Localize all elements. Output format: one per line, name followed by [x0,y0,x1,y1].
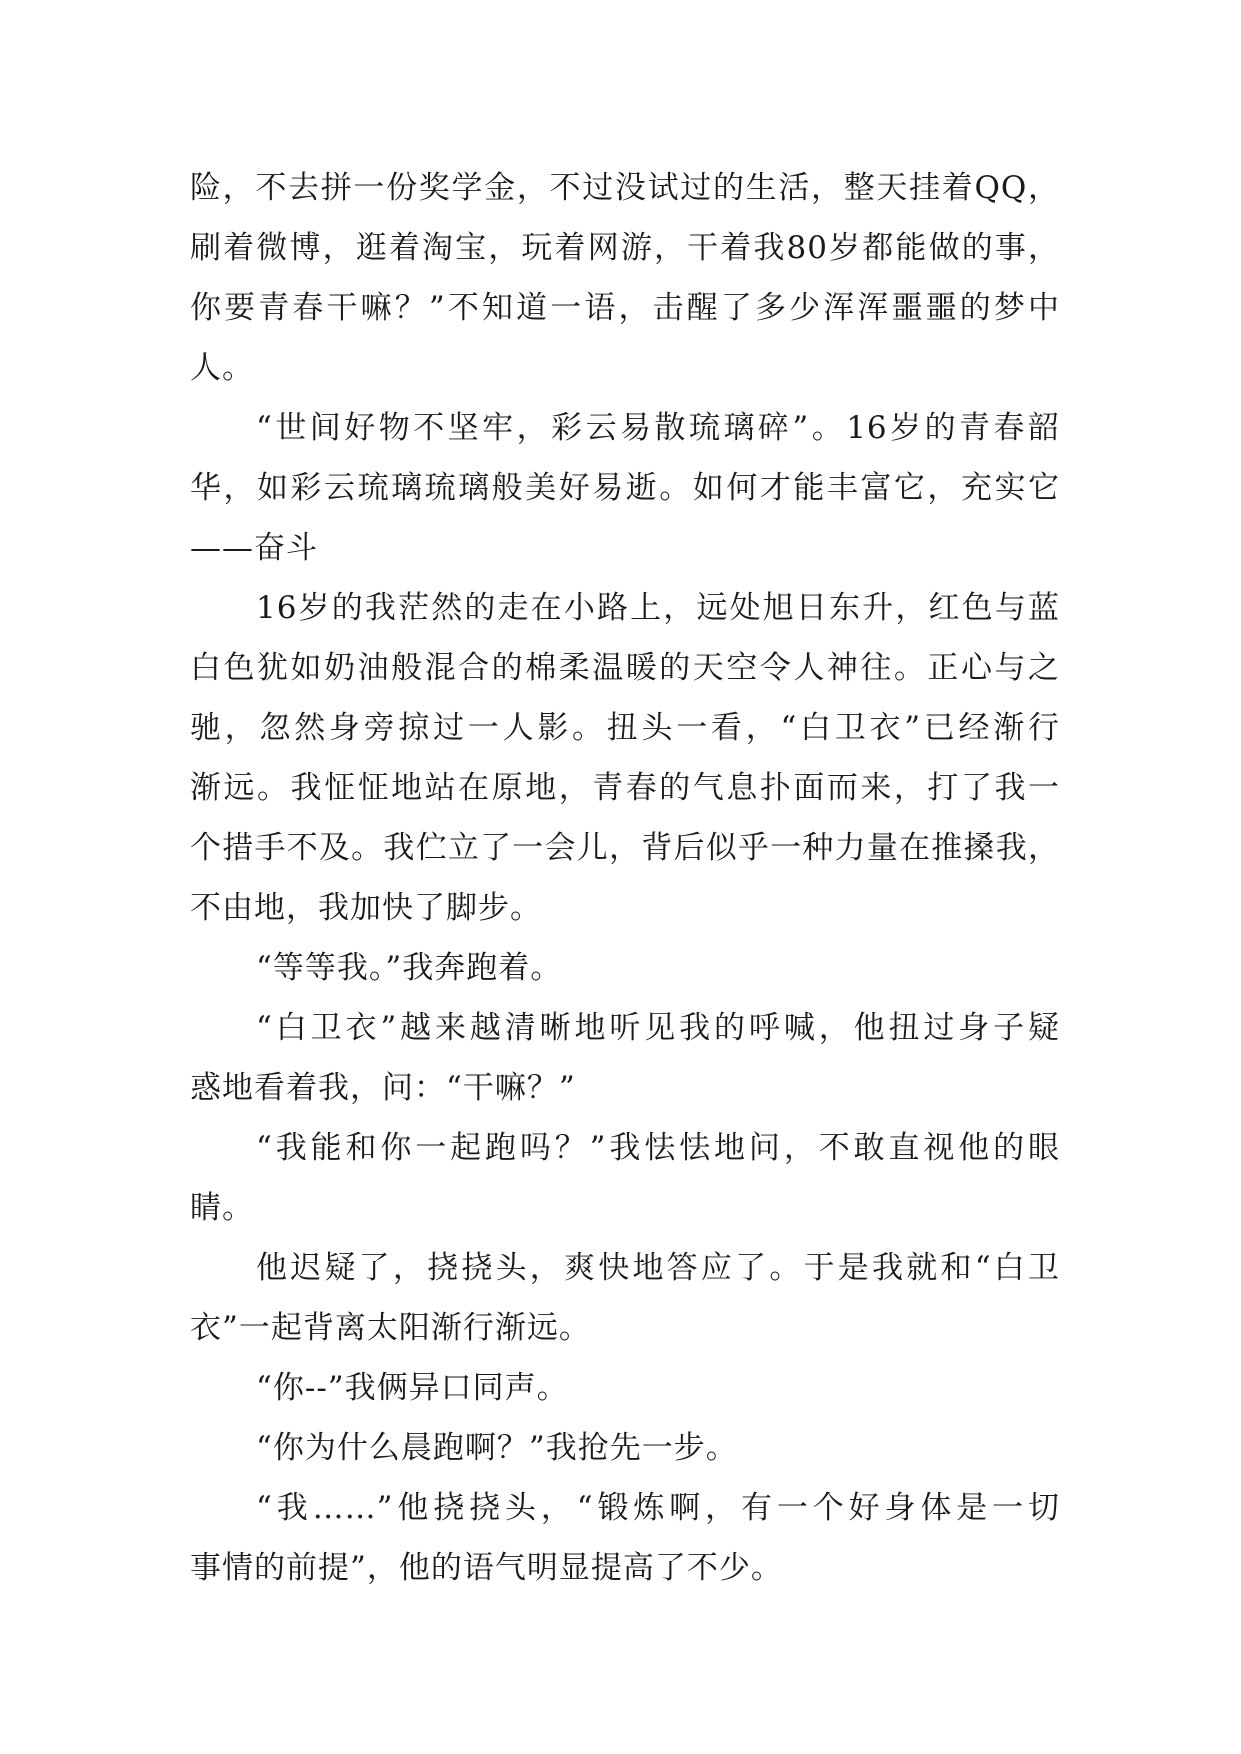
text-line: “等等我。”我奔跑着。 [256,950,563,986]
text-line: 16岁的我茫然的走在小路上，远处旭日东升，红色与蓝 [256,590,1060,626]
text-line: “世间好物不坚牢，彩云易散琉璃碎”。16岁的青春韶 [256,410,1060,446]
text-line: “你--”我俩异口同声。 [256,1370,569,1406]
text-line: ——奋斗 [190,530,318,566]
text-line: “白卫衣”越来越清晰地听见我的呼喊，他扭过身子疑 [256,1010,1060,1046]
essay-text [190,158,1060,1598]
text-line: 你要青春干嘛？”不知道一语，击醒了多少浑浑噩噩的梦中 [190,290,1060,326]
text-line: 驰，忽然身旁掠过一人影。扭头一看，“白卫衣”已经渐行 [190,710,1060,746]
text-line: 人。 [190,350,254,386]
text-line: 衣”一起背离太阳渐行渐远。 [190,1310,591,1346]
text-line: 个措手不及。我伫立了一会儿，背后似乎一种力量在推搡我， [190,830,1060,866]
text-line: 不由地，我加快了脚步。 [190,890,542,926]
text-line: 渐远。我怔怔地站在原地，青春的气息扑面而来，打了我一 [190,770,1060,806]
text-line: 华，如彩云琉璃琉璃般美好易逝。如何才能丰富它，充实它 [190,470,1060,506]
text-line: 刷着微博，逛着淘宝，玩着网游，干着我80岁都能做的事， [190,230,1060,266]
text-line: 惑地看着我，问：“干嘛？” [190,1070,576,1106]
text-line: 白色犹如奶油般混合的棉柔温暖的天空令人神往。正心与之 [190,650,1060,686]
text-line: 险，不去拼一份奖学金，不过没试过的生活，整天挂着QQ， [190,170,1060,206]
text-line: 睛。 [190,1190,254,1226]
text-line: “我……”他挠挠头，“锻炼啊，有一个好身体是一切 [256,1490,1060,1526]
text-line: “你为什么晨跑啊？”我抢先一步。 [256,1430,738,1466]
text-line: 事情的前提”，他的语气明显提高了不少。 [190,1550,783,1586]
text-line: 他迟疑了，挠挠头，爽快地答应了。于是我就和“白卫 [256,1250,1060,1286]
text-line: “我能和你一起跑吗？”我怯怯地问，不敢直视他的眼 [256,1130,1060,1166]
